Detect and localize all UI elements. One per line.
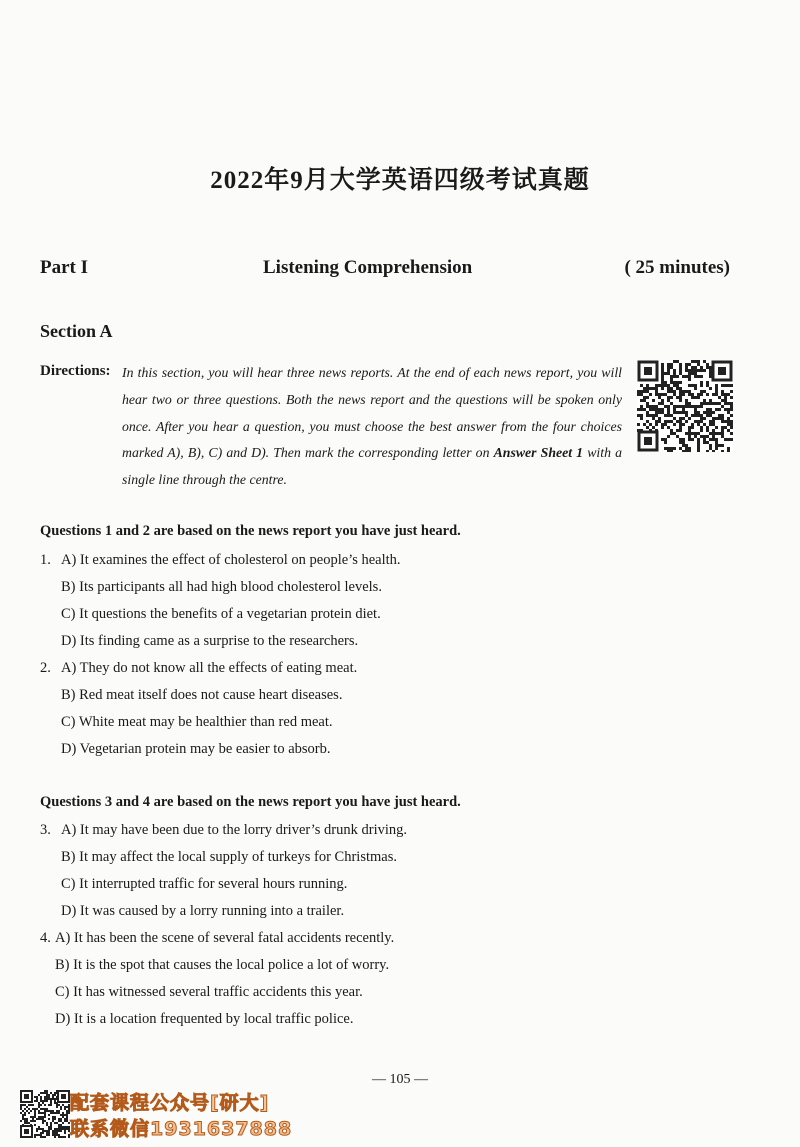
part-name: Listening Comprehension	[263, 257, 473, 278]
option-2c: C) White meat may be healthier than red meat.	[61, 714, 333, 730]
watermark-qr-code-icon	[20, 1090, 70, 1138]
option-2d: D) Vegetarian protein may be easier to absorb.	[61, 741, 331, 757]
option-3c: C) It interrupted traffic for several hours running.	[61, 876, 348, 892]
qr-code-icon	[637, 360, 733, 452]
option-1d: D) Its finding came as a surprise to the researchers.	[61, 633, 359, 649]
option-4b: B) It is the spot that causes the local police a lot of worry.	[55, 957, 390, 973]
option-2a: A) They do not know all the effects of eating meat.	[61, 660, 358, 676]
option-3a: A) It may have been due to the lorry driver’s drunk driving.	[61, 822, 408, 838]
directions-text-before: In this section, you will hear three news reports. At the end of each news report, you will hear two or three questions. Both the news report and the questions will be spoken only once. After you hear a question, you must choose the best answer from the four choices marked A), B), C) and D). Then mark the corresponding letter on	[122, 365, 622, 461]
question-number: 1.	[40, 552, 51, 568]
directions-text	[122, 360, 622, 494]
page-number: — 105 —	[372, 1072, 428, 1087]
option-4d: D) It is a location frequented by local traffic police.	[55, 1011, 354, 1027]
question-number: 2.	[40, 660, 51, 676]
directions-label: Directions:	[40, 363, 111, 379]
directions-answer-sheet: Answer Sheet 1	[493, 445, 584, 461]
question-number: 3.	[40, 822, 51, 838]
option-2b: B) Red meat itself does not cause heart diseases.	[61, 687, 343, 703]
directions-text-after: with a single line through the centre.	[122, 445, 622, 488]
option-1b: B) Its participants all had high blood cholesterol levels.	[61, 579, 382, 595]
section-heading: Section A	[40, 321, 113, 341]
question-group-header: Questions 1 and 2 are based on the news report you have just heard.	[40, 523, 461, 539]
option-3d: D) It was caused by a lorry running into a trailer.	[61, 903, 345, 919]
watermark-line-2: 联系微信1931637888	[70, 1118, 293, 1140]
option-3b: B) It may affect the local supply of turkeys for Christmas.	[61, 849, 397, 865]
question-number: 4.	[40, 930, 51, 946]
part-label: Part I	[40, 257, 89, 278]
part-time: ( 25 minutes)	[624, 257, 730, 278]
option-1c: C) It questions the benefits of a vegetarian protein diet.	[61, 606, 381, 622]
option-4c: C) It has witnessed several traffic accidents this year.	[55, 984, 363, 1000]
option-1a: A) It examines the effect of cholesterol on people’s health.	[61, 552, 401, 568]
watermark-line-1: 配套课程公众号[研大]	[70, 1092, 270, 1114]
option-4a: A) It has been the scene of several fatal accidents recently.	[55, 930, 395, 946]
page-title: 2022年9月大学英语四级考试真题	[210, 167, 590, 194]
question-group-header: Questions 3 and 4 are based on the news report you have just heard.	[40, 794, 461, 810]
part-header	[40, 257, 730, 287]
